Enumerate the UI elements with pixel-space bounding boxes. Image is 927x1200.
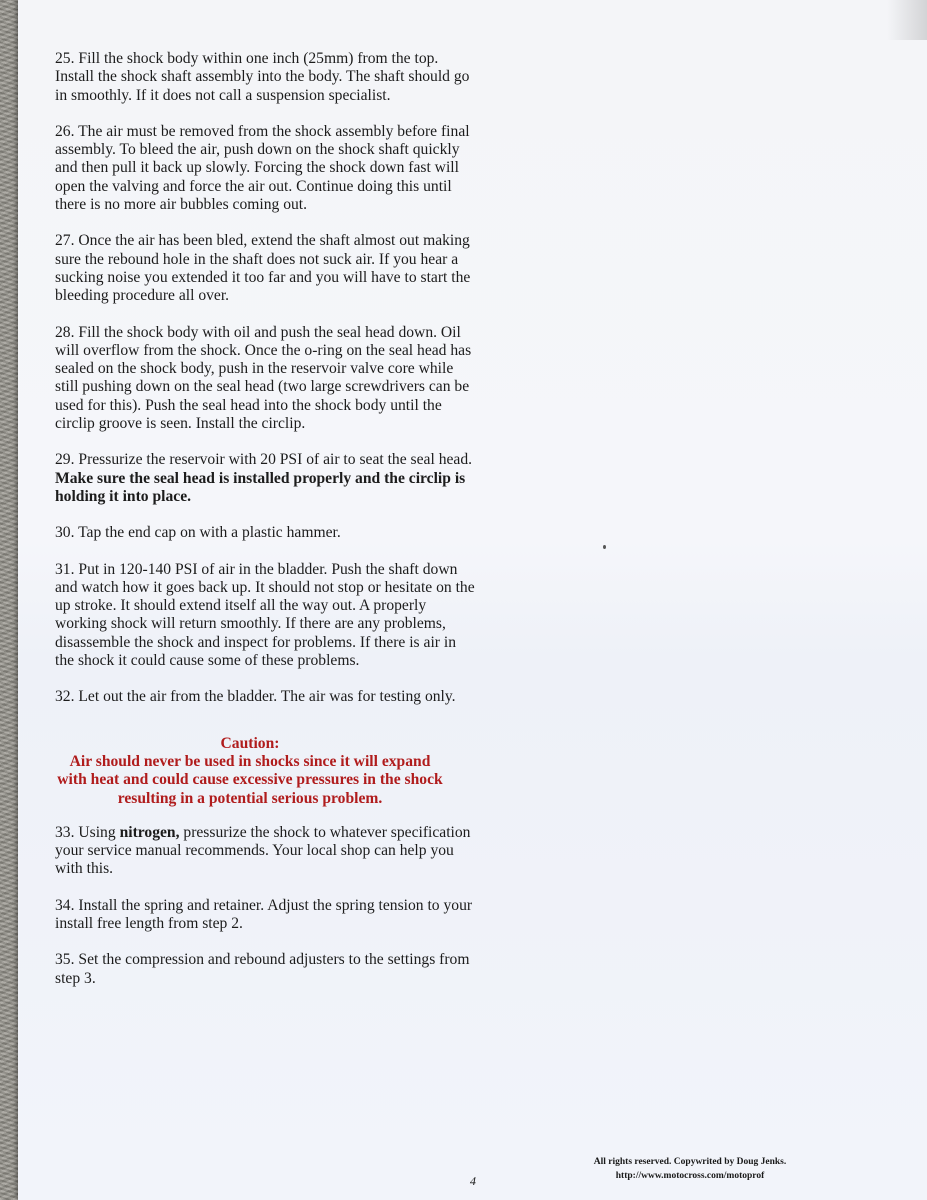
caution-box — [55, 735, 445, 808]
steps-list-after — [55, 824, 475, 988]
steps-list — [55, 50, 475, 707]
step-text: Install the spring and retainer. Adjust the spring tension to your install free length from step 2. — [55, 896, 473, 932]
step-text: pressurize the shock to whatever specification your service manual recommends. Your local shop can help you with this. — [55, 823, 471, 878]
step-emphasis: nitrogen, — [119, 823, 180, 841]
step-33 — [55, 824, 475, 879]
step-text: The air must be removed from the shock assembly before final assembly. To bleed the air, push down on the shock shaft quickly and then pull it back up slowly. Forcing the shock down fast will open the valving and force the air out. Continue doing this until there is no more air bubbles coming out. — [55, 122, 470, 214]
step-text: Pressurize the reservoir with 20 PSI of air to seat the seal head. — [74, 451, 473, 469]
step-26 — [55, 123, 475, 214]
step-text: Tap the end cap on with a plastic hammer. — [74, 524, 341, 542]
step-text: Using — [74, 823, 120, 841]
step-number: 31. — [55, 560, 75, 578]
step-number: 32. — [55, 688, 75, 706]
step-35 — [55, 951, 475, 988]
step-text: Fill the shock body with oil and push the seal head down. Oil will overflow from the shock. Once the o-ring on the seal head has sealed on the shock body, push in the reservoir valve core while still pushing down on the seal head (two large screwdrivers can be used for this). Push the seal head into the shock body until the circlip groove is seen. Install the circlip. — [55, 323, 472, 433]
step-27 — [55, 232, 475, 305]
page-shadow — [887, 0, 927, 40]
step-number: 27. — [55, 232, 75, 250]
step-emphasis: Make sure the seal head is installed properly and the circlip is holding it into place. — [55, 469, 466, 505]
step-number: 29. — [55, 451, 75, 469]
step-text: Put in 120-140 PSI of air in the bladder. Push the shaft down and watch how it goes back up. It should not stop or hesitate on the up stroke. It should extend itself all the way out. A properly working shock will return smoothly. If there are any problems, disassemble the shock and inspect for problems. If there is air in the shock it could cause some of these problems. — [55, 560, 475, 670]
step-number: 30. — [55, 524, 75, 542]
footer-url: http://www.motocross.com/motoprof — [615, 1171, 765, 1181]
step-text: Fill the shock body within one inch (25mm) from the top. Install the shock shaft assembly into the body. The shaft should go in smoothly. If it does not call a suspension specialist. — [55, 50, 470, 104]
step-number: 25. — [55, 50, 75, 67]
step-25 — [55, 50, 475, 105]
page-speck — [603, 545, 606, 549]
step-text: Once the air has been bled, extend the shaft almost out making sure the rebound hole in the shaft does not suck air. If you hear a sucking noise you extended it too far and you will have to start the bleeding procedure all over. — [55, 232, 471, 305]
step-text: Set the compression and rebound adjusters to the settings from step 3. — [55, 951, 470, 987]
step-34 — [55, 897, 475, 934]
step-number: 26. — [55, 122, 75, 140]
step-28 — [55, 324, 475, 434]
step-number: 34. — [55, 896, 75, 914]
step-text: Let out the air from the bladder. The air was for testing only. — [74, 688, 456, 706]
step-number: 33. — [55, 823, 75, 841]
step-31 — [55, 561, 475, 671]
step-30 — [55, 524, 475, 542]
instructions-content — [55, 50, 475, 1006]
caution-text: Air should never be used in shocks since it will expand with heat and could cause excessive pressures in the shock resulting in a potential serious problem. — [57, 752, 443, 807]
step-29 — [55, 451, 475, 506]
step-number: 28. — [55, 323, 75, 341]
footer-rights: All rights reserved. Copywrited by Doug Jenks. — [593, 1157, 787, 1167]
step-32 — [55, 688, 475, 706]
footer — [560, 1155, 820, 1183]
step-number: 35. — [55, 951, 75, 969]
page-mark: 4 — [468, 1174, 478, 1188]
caution-heading: Caution: — [220, 734, 280, 752]
